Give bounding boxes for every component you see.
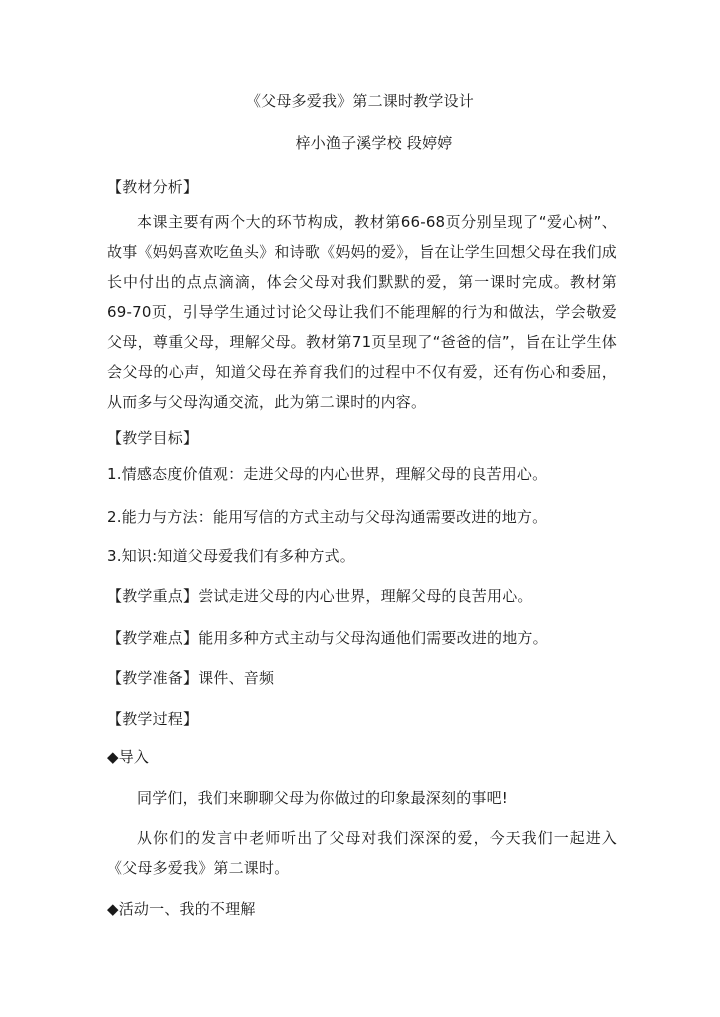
section-heading-process: 【教学过程】 [107,710,199,728]
intro-paragraph-2: 从你们的发言中老师听出了父母对我们深深的爱，今天我们一起进入《父母多爱我》第二课时。 [107,829,617,877]
goal-item-1: 1.情感态度价值观：走进父母的内心世界，理解父母的良苦用心。 [107,465,548,483]
goal-item-3: 3.知识:知道父母爱我们有多种方式。 [107,547,355,565]
section-heading-goals: 【教学目标】 [107,429,199,447]
document-title: 《父母多爱我》第二课时教学设计 [245,92,474,110]
intro-paragraph-1: 同学们，我们来聊聊父母为你做过的印象最深刻的事吧! [137,789,509,807]
goal-item-2: 2.能力与方法：能用写信的方式主动与父母沟通需要改进的地方。 [107,508,548,526]
difficulty-point: 【教学难点】能用多种方式主动与父母沟通他们需要改进的地方。 [107,629,548,647]
analysis-paragraph: 本课主要有两个大的环节构成，教材第66-68页分别呈现了“爱心树”、故事《妈妈喜欢吃鱼头》和诗歌《妈妈的爱》，旨在让学生回想父母在我们成长中付出的点点滴滴，体会父母对我们默默的爱，第一课时完成。教材第69-70页，引导学生通过讨论父母让我们不能理解的行为和做法，学会敬爱父母，尊重父母，理解父母。教材第71页呈现了“爸爸的信”，旨在让学生体会父母的心声，知道父母在养育我们的过程中不仅有爱，还有伤心和委屈，从而多与父母沟通交流，此为第二课时的内容。 [107,213,617,411]
document-author: 梓小渔子溪学校 段婷婷 [295,134,453,152]
preparation: 【教学准备】课件、音频 [107,669,275,687]
key-point: 【教学重点】尝试走进父母的内心世界，理解父母的良苦用心。 [107,587,533,605]
intro-heading: ◆导入 [107,748,150,766]
section-heading-analysis: 【教材分析】 [107,178,199,196]
activity-heading-1: ◆活动一、我的不理解 [107,900,256,918]
